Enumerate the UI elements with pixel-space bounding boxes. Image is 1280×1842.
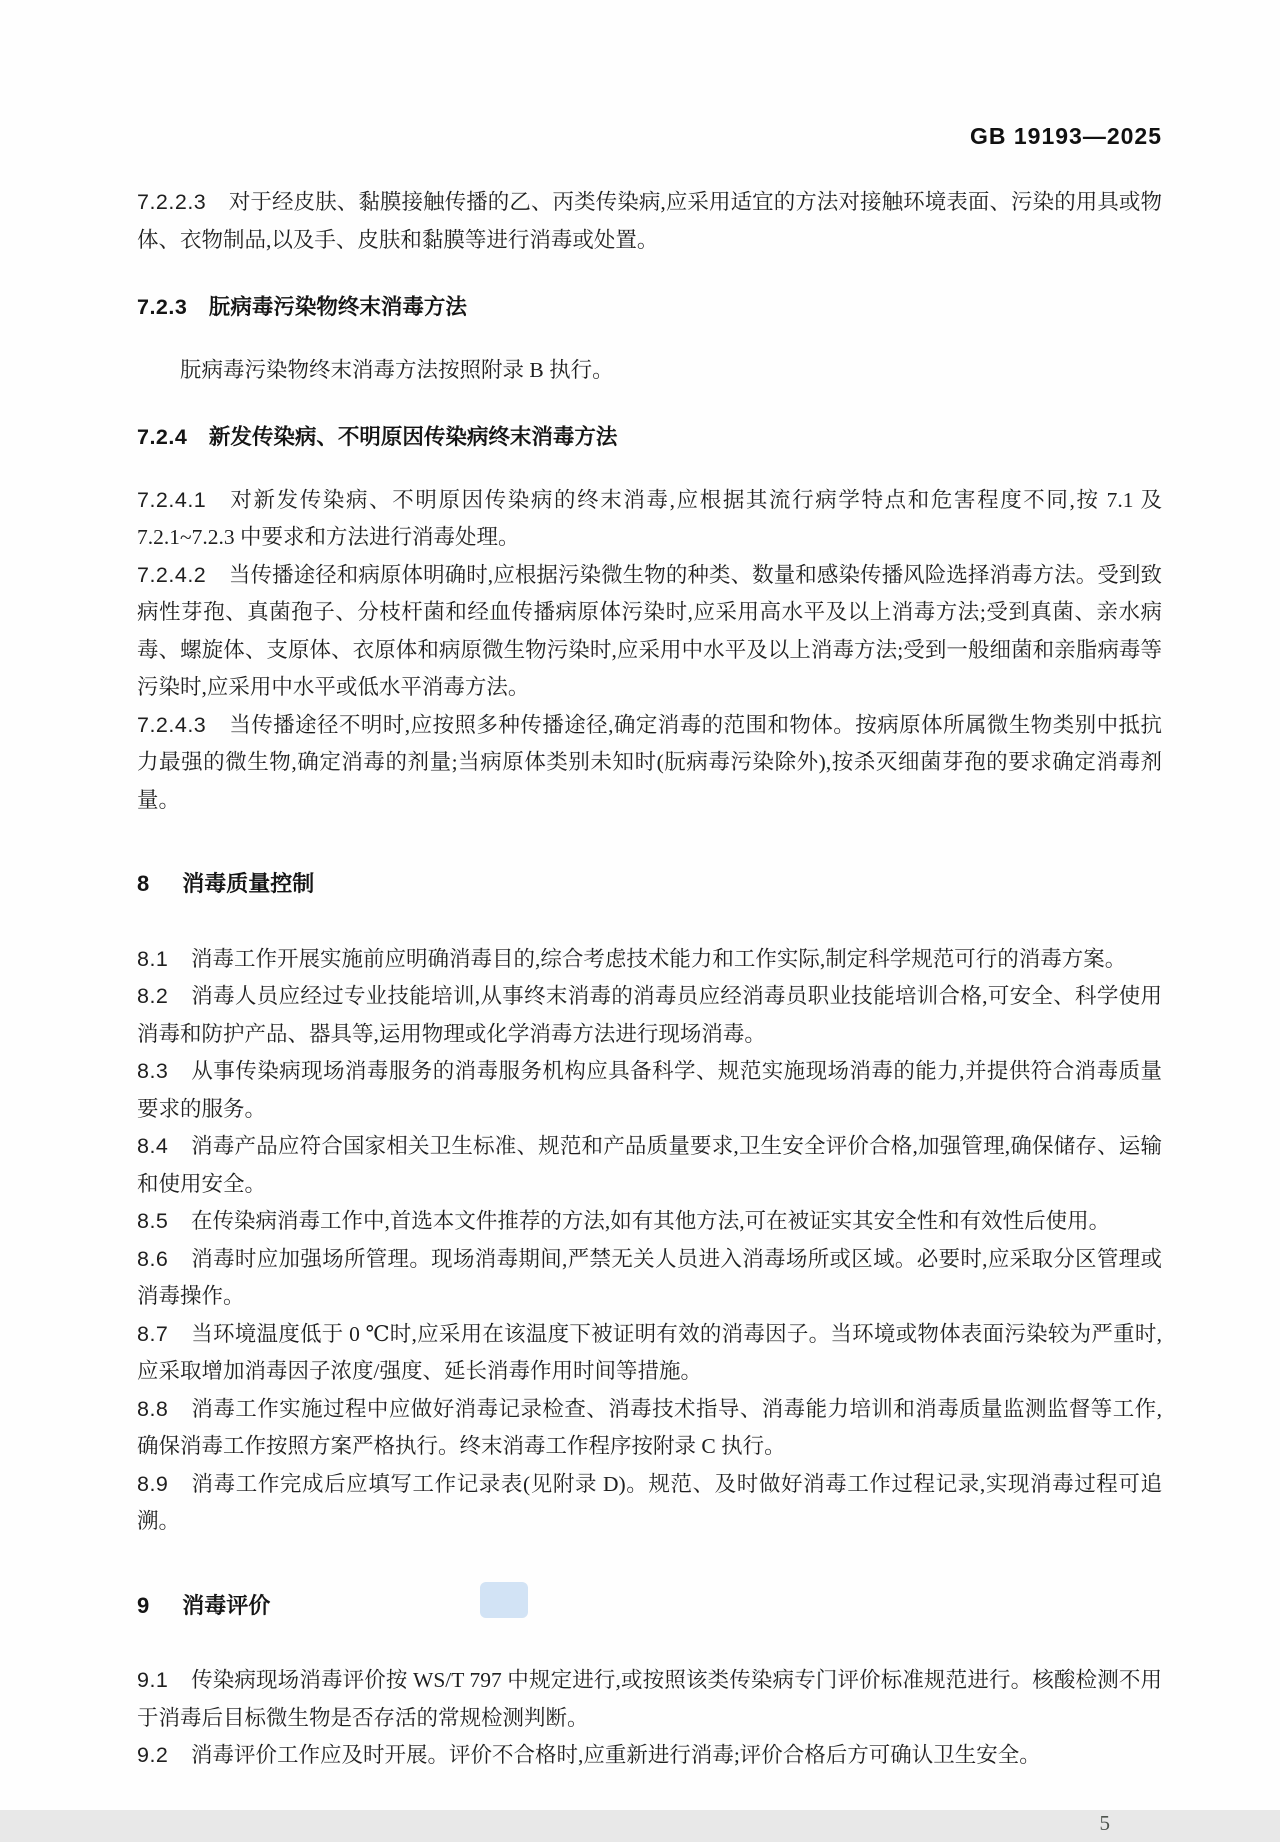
clause-8-3 (137, 1053, 1162, 1128)
heading-text: 新发传染病、不明原因传染病终末消毒方法 (209, 425, 618, 449)
clause-number: 9.1 (137, 1668, 168, 1692)
heading-number: 9 (137, 1593, 149, 1618)
clause-8-5 (137, 1203, 1162, 1241)
clause-text: 当传播途径不明时,应按照多种传播途径,确定消毒的范围和物体。按病原体所属微生物类别中抵抗力最强的微生物,确定消毒的剂量;当病原体类别未知时(朊病毒污染除外),按杀灭细菌芽孢的要求确定消毒剂量。 (137, 713, 1162, 812)
clause-7-2-4-3 (137, 707, 1162, 820)
clause-text: 消毒工作完成后应填写工作记录表(见附录 D)。规范、及时做好消毒工作过程记录,实现消毒过程可追溯。 (137, 1472, 1162, 1534)
heading-text: 消毒评价 (182, 1593, 270, 1618)
clause-number: 8.1 (137, 947, 168, 971)
heading-chapter-8 (137, 865, 1162, 903)
paragraph-prion-method: 朊病毒污染物终末消毒方法按照附录 B 执行。 (137, 352, 1162, 390)
clause-number: 9.2 (137, 1743, 168, 1767)
clause-text: 消毒人员应经过专业技能培训,从事终末消毒的消毒员应经消毒员职业技能培训合格,可安全、科学使用消毒和防护产品、器具等,运用物理或化学消毒方法进行现场消毒。 (137, 984, 1162, 1046)
heading-number: 7.2.3 (137, 295, 187, 319)
clause-number: 8.3 (137, 1059, 168, 1083)
heading-chapter-9 (137, 1587, 1162, 1625)
clause-text: 消毒工作实施过程中应做好消毒记录检查、消毒技术指导、消毒能力培训和消毒质量监测监督等工作,确保消毒工作按照方案严格执行。终末消毒工作程序按附录 C 执行。 (137, 1397, 1162, 1459)
heading-7-2-3 (137, 289, 1162, 327)
heading-number: 8 (137, 871, 149, 896)
clause-number: 8.5 (137, 1209, 168, 1233)
clause-8-6 (137, 1241, 1162, 1316)
clause-8-4 (137, 1128, 1162, 1203)
heading-number: 7.2.4 (137, 425, 187, 449)
clause-number: 7.2.2.3 (137, 190, 206, 214)
clause-text: 当环境温度低于 0 ℃时,应采用在该温度下被证明有效的消毒因子。当环境或物体表面污染较为严重时,应采取增加消毒因子浓度/强度、延长消毒作用时间等措施。 (137, 1322, 1162, 1384)
clause-number: 8.9 (137, 1472, 168, 1496)
clause-text: 当传播途径和病原体明确时,应根据污染微生物的种类、数量和感染传播风险选择消毒方法。受到致病性芽孢、真菌孢子、分枝杆菌和经血传播病原体污染时,应采用高水平及以上消毒方法;受到真菌、亲水病毒、螺旋体、支原体、衣原体和病原微生物污染时,应采用中水平及以上消毒方法;受到一般细菌和亲脂病毒等污染时,应采用中水平或低水平消毒方法。 (137, 563, 1162, 700)
clause-number: 8.4 (137, 1134, 168, 1158)
clause-number: 8.7 (137, 1322, 168, 1346)
clause-text: 消毒评价工作应及时开展。评价不合格时,应重新进行消毒;评价合格后方可确认卫生安全。 (191, 1743, 1041, 1767)
clause-number: 8.2 (137, 984, 168, 1008)
page-number: 5 (137, 1805, 1162, 1842)
clause-text: 消毒工作开展实施前应明确消毒目的,综合考虑技术能力和工作实际,制定科学规范可行的消毒方案。 (191, 947, 1126, 971)
clause-number: 7.2.4.3 (137, 713, 206, 737)
clause-number: 7.2.4.2 (137, 563, 206, 587)
clause-9-2 (137, 1737, 1162, 1775)
heading-text: 消毒质量控制 (182, 871, 314, 896)
standard-number-header: GB 19193—2025 (137, 122, 1162, 150)
clause-8-9 (137, 1466, 1162, 1541)
clause-text: 从事传染病现场消毒服务的消毒服务机构应具备科学、规范实施现场消毒的能力,并提供符合消毒质量要求的服务。 (137, 1059, 1162, 1121)
clause-8-8 (137, 1391, 1162, 1466)
clause-text: 消毒产品应符合国家相关卫生标准、规范和产品质量要求,卫生安全评价合格,加强管理,确保储存、运输和使用安全。 (137, 1134, 1162, 1196)
clause-number: 8.6 (137, 1247, 168, 1271)
clause-7-2-4-1 (137, 482, 1162, 557)
heading-text: 朊病毒污染物终末消毒方法 (209, 295, 467, 319)
clause-7-2-4-2 (137, 557, 1162, 707)
clause-text: 对于经皮肤、黏膜接触传播的乙、丙类传染病,应采用适宜的方法对接触环境表面、污染的用具或物体、衣物制品,以及手、皮肤和黏膜等进行消毒或处置。 (137, 190, 1162, 252)
heading-7-2-4 (137, 419, 1162, 457)
clause-text: 传染病现场消毒评价按 WS/T 797 中规定进行,或按照该类传染病专门评价标准规范进行。核酸检测不用于消毒后目标微生物是否存活的常规检测判断。 (137, 1668, 1162, 1730)
clause-number: 8.8 (137, 1397, 168, 1421)
clause-8-2 (137, 978, 1162, 1053)
clause-9-1 (137, 1662, 1162, 1737)
clause-number: 7.2.4.1 (137, 488, 206, 512)
clause-8-1 (137, 941, 1162, 979)
clause-text: 在传染病消毒工作中,首选本文件推荐的方法,如有其他方法,可在被证实其安全性和有效性后使用。 (191, 1209, 1110, 1233)
clause-8-7 (137, 1316, 1162, 1391)
clause-text: 消毒时应加强场所管理。现场消毒期间,严禁无关人员进入消毒场所或区域。必要时,应采取分区管理或消毒操作。 (137, 1247, 1162, 1309)
clause-7-2-2-3 (137, 184, 1162, 259)
clause-text: 对新发传染病、不明原因传染病的终末消毒,应根据其流行病学特点和危害程度不同,按 7.1 及 7.2.1~7.2.3 中要求和方法进行消毒处理。 (137, 488, 1162, 550)
